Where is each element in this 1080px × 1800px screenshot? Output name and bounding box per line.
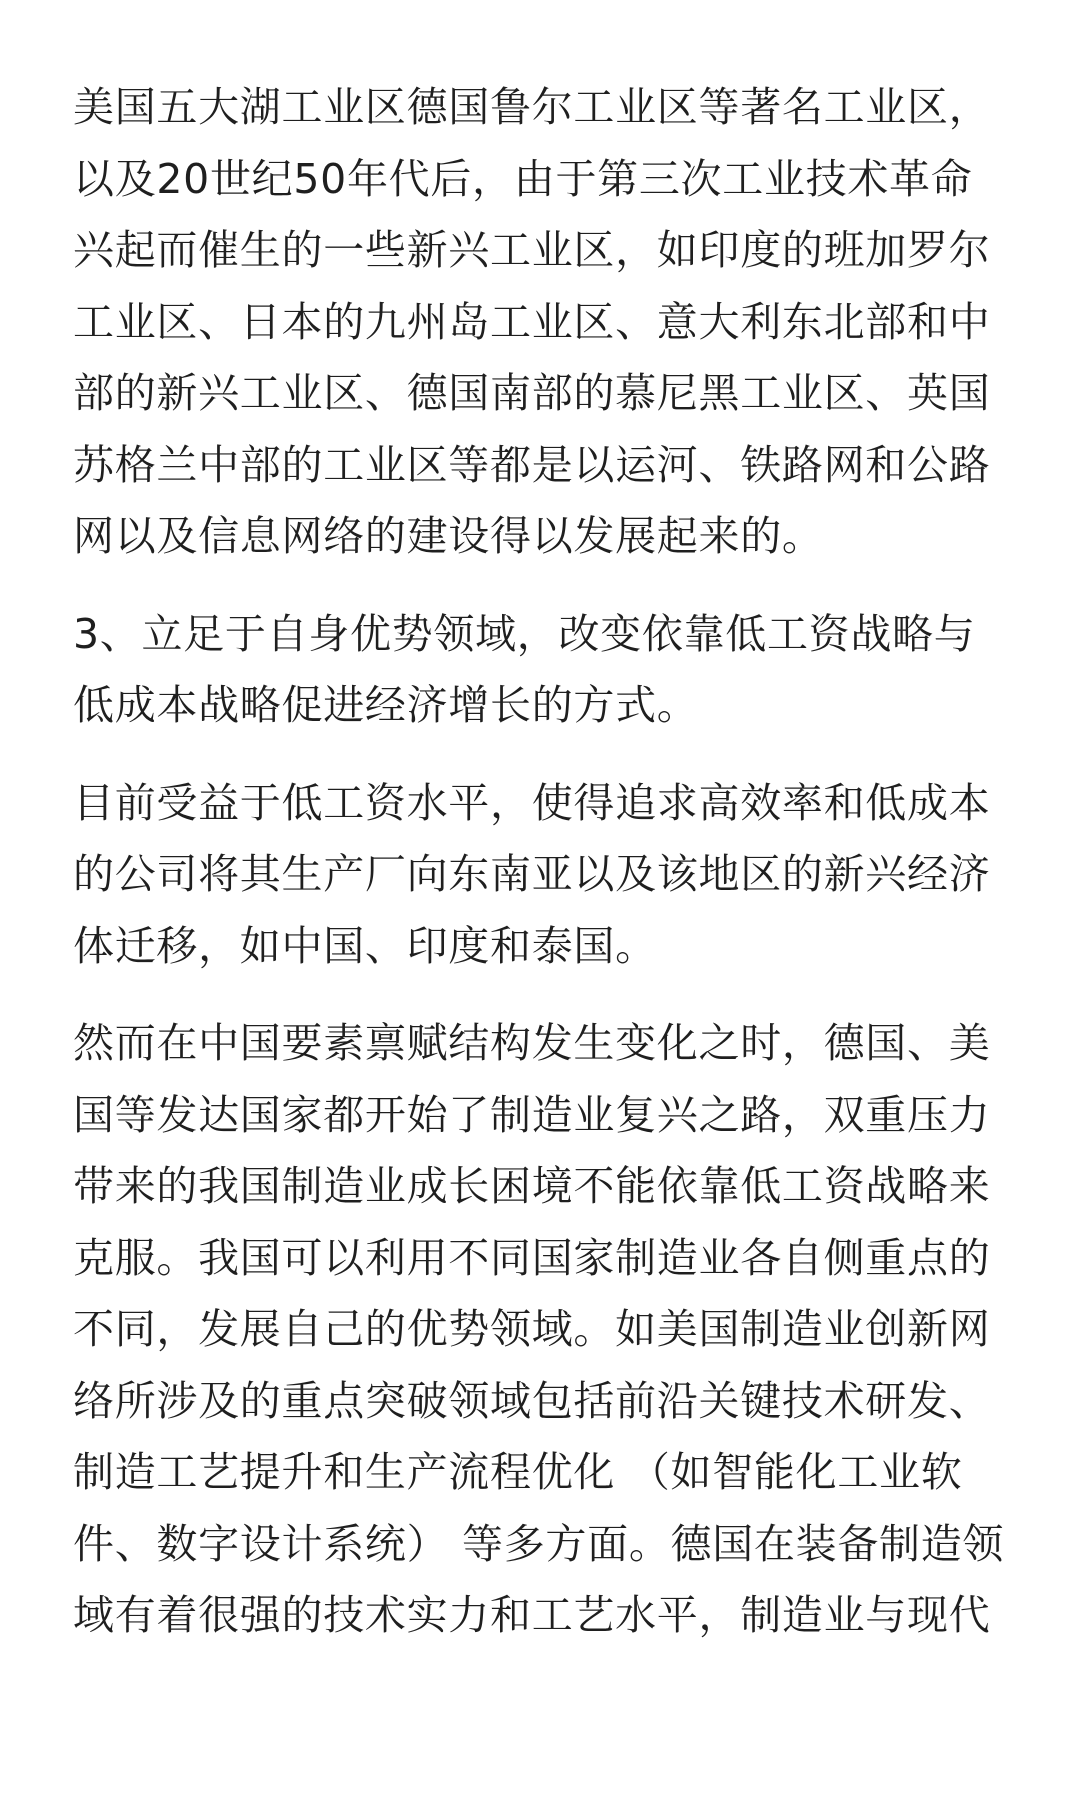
text-line: 克服。我国可以利用不同国家制造业各自侧重点的 [73,1233,991,1282]
paragraph-low-wage [73,768,1013,983]
text-line: 以及20世纪50年代后，由于第三次工业技术革命 [73,154,973,203]
text-line: 网以及信息网络的建设得以发展起来的。 [73,512,824,560]
text-line: 的公司将其生产厂向东南亚以及该地区的新兴经济 [73,850,991,898]
text-line: 国等发达国家都开始了制造业复兴之路，双重压力 [73,1090,991,1139]
text-line: 目前受益于低工资水平，使得追求高效率和低成本 [73,778,991,827]
paragraph-section-3-heading [73,599,1013,742]
text-line: 络所涉及的重点突破领域包括前沿关键技术研发、 [73,1376,991,1425]
paragraph-industrial-zones [73,72,1013,573]
text-line: 制造工艺提升和生产流程优化 （如智能化工业软 [73,1448,963,1496]
text-line: 美国五大湖工业区德国鲁尔工业区等著名工业区， [73,83,991,131]
text-line: 件、数字设计系统） 等多方面。德国在装备制造领 [73,1519,1005,1568]
text-line: 部的新兴工业区、德国南部的慕尼黑工业区、英国 [73,369,991,417]
text-line: 域有着很强的技术实力和工艺水平，制造业与现代 [73,1591,991,1639]
text-line: 苏格兰中部的工业区等都是以运河、铁路网和公路 [73,440,991,489]
text-line: 带来的我国制造业成长困境不能依靠低工资战略来 [73,1162,991,1210]
paragraph-manufacturing-revival [73,1008,1013,1652]
text-line: 工业区、日本的九州岛工业区、意大利东北部和中 [73,297,991,346]
text-line: 兴起而催生的一些新兴工业区，如印度的班加罗尔 [73,226,991,274]
text-line: 不同，发展自己的优势领域。如美国制造业创新网 [73,1305,991,1353]
text-line: 体迁移，如中国、印度和泰国。 [73,921,657,970]
text-line: 然而在中国要素禀赋结构发生变化之时，德国、美 [73,1019,991,1067]
article-body [73,72,1013,1652]
text-line: 3、立足于自身优势领域，改变依靠低工资战略与 [73,609,976,658]
text-line: 低成本战略促进经济增长的方式。 [73,681,699,729]
